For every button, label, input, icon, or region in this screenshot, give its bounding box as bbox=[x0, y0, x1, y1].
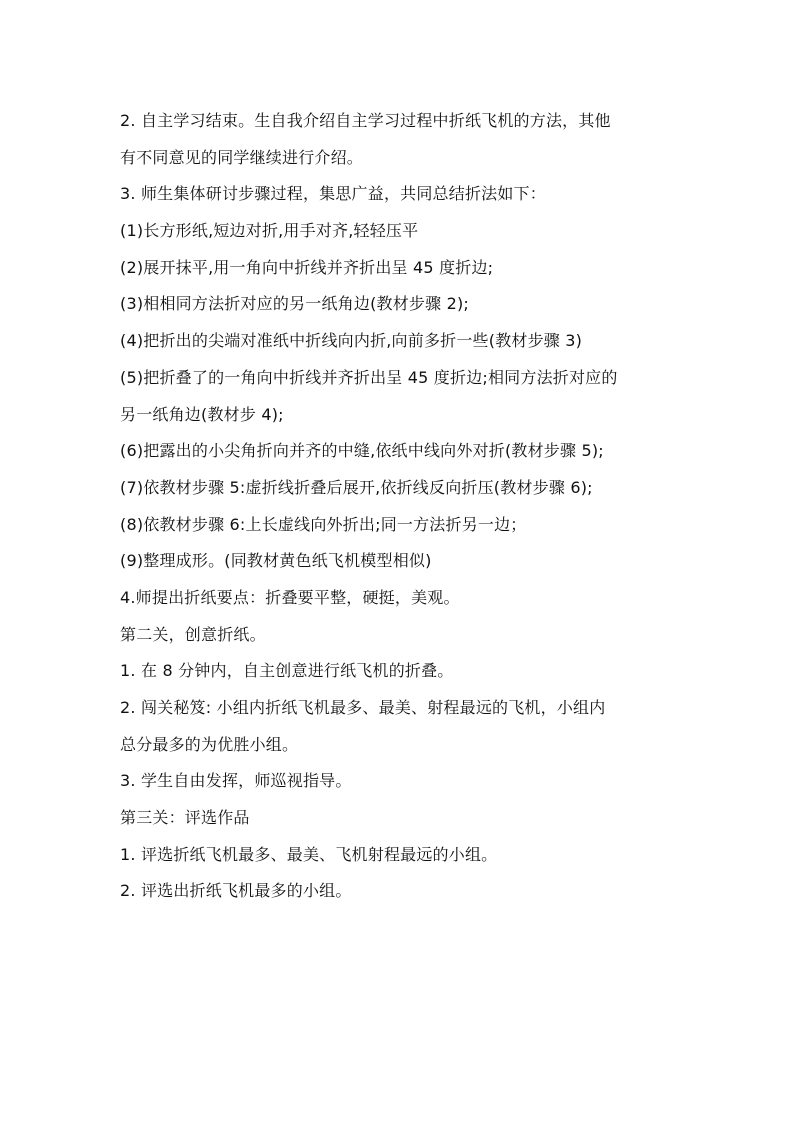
step-line: (8)依教材步骤 6:上长虚线向外折出;同一方法折另一边； bbox=[120, 514, 527, 534]
step-line: (7)依教材步骤 5:虚折线折叠后展开,依折线反向折压(教材步骤 6); bbox=[120, 477, 593, 497]
paragraph-line: 2. 评选出折纸飞机最多的小组。 bbox=[120, 881, 352, 901]
paragraph-line: 3. 学生自由发挥，师巡视指导。 bbox=[120, 771, 352, 791]
step-line: (9)整理成形。(同教材黄色纸飞机模型相似) bbox=[120, 551, 432, 571]
paragraph-line: 2. 自主学习结束。生自我介绍自主学习过程中折纸飞机的方法，其他 bbox=[120, 111, 611, 130]
step-line: (5)把折叠了的一角向中折线并齐折出呈 45 度折边;相同方法折对应的 bbox=[120, 367, 618, 387]
step-line: (1)长方形纸,短边对折,用手对齐,轻轻压平 bbox=[120, 221, 419, 241]
step-line: 另一纸角边(教材步 4); bbox=[120, 404, 284, 424]
paragraph-line: 总分最多的为优胜小组。 bbox=[120, 734, 299, 754]
document-body bbox=[120, 103, 690, 910]
paragraph-line: 有不同意见的同学继续进行介绍。 bbox=[120, 147, 364, 167]
section-heading: 第三关：评选作品 bbox=[120, 808, 250, 828]
step-line: (6)把露出的小尖角折向并齐的中缝,依纸中线向外对折(教材步骤 5); bbox=[120, 441, 604, 461]
step-line: (3)相相同方法折对应的另一纸角边(教材步骤 2); bbox=[120, 294, 470, 314]
paragraph-line: 1. 在 8 分钟内，自主创意进行纸飞机的折叠。 bbox=[120, 661, 454, 681]
step-line: (4)把折出的尖端对准纸中折线向内折,向前多折一些(教材步骤 3) bbox=[120, 331, 583, 351]
step-line: (2)展开抹平,用一角向中折线并齐折出呈 45 度折边; bbox=[120, 257, 494, 277]
paragraph-line: 3. 师生集体研讨步骤过程，集思广益，共同总结折法如下： bbox=[120, 184, 546, 204]
paragraph-line: 4.师提出折纸要点：折叠要平整，硬挺，美观。 bbox=[120, 587, 460, 607]
paragraph-line: 2. 闯关秘笈: 小组内折纸飞机最多、最美、射程最远的飞机，小组内 bbox=[120, 698, 606, 717]
section-heading: 第二关，创意折纸。 bbox=[120, 624, 266, 644]
paragraph-line: 1. 评选折纸飞机最多、最美、飞机射程最远的小组。 bbox=[120, 844, 498, 864]
